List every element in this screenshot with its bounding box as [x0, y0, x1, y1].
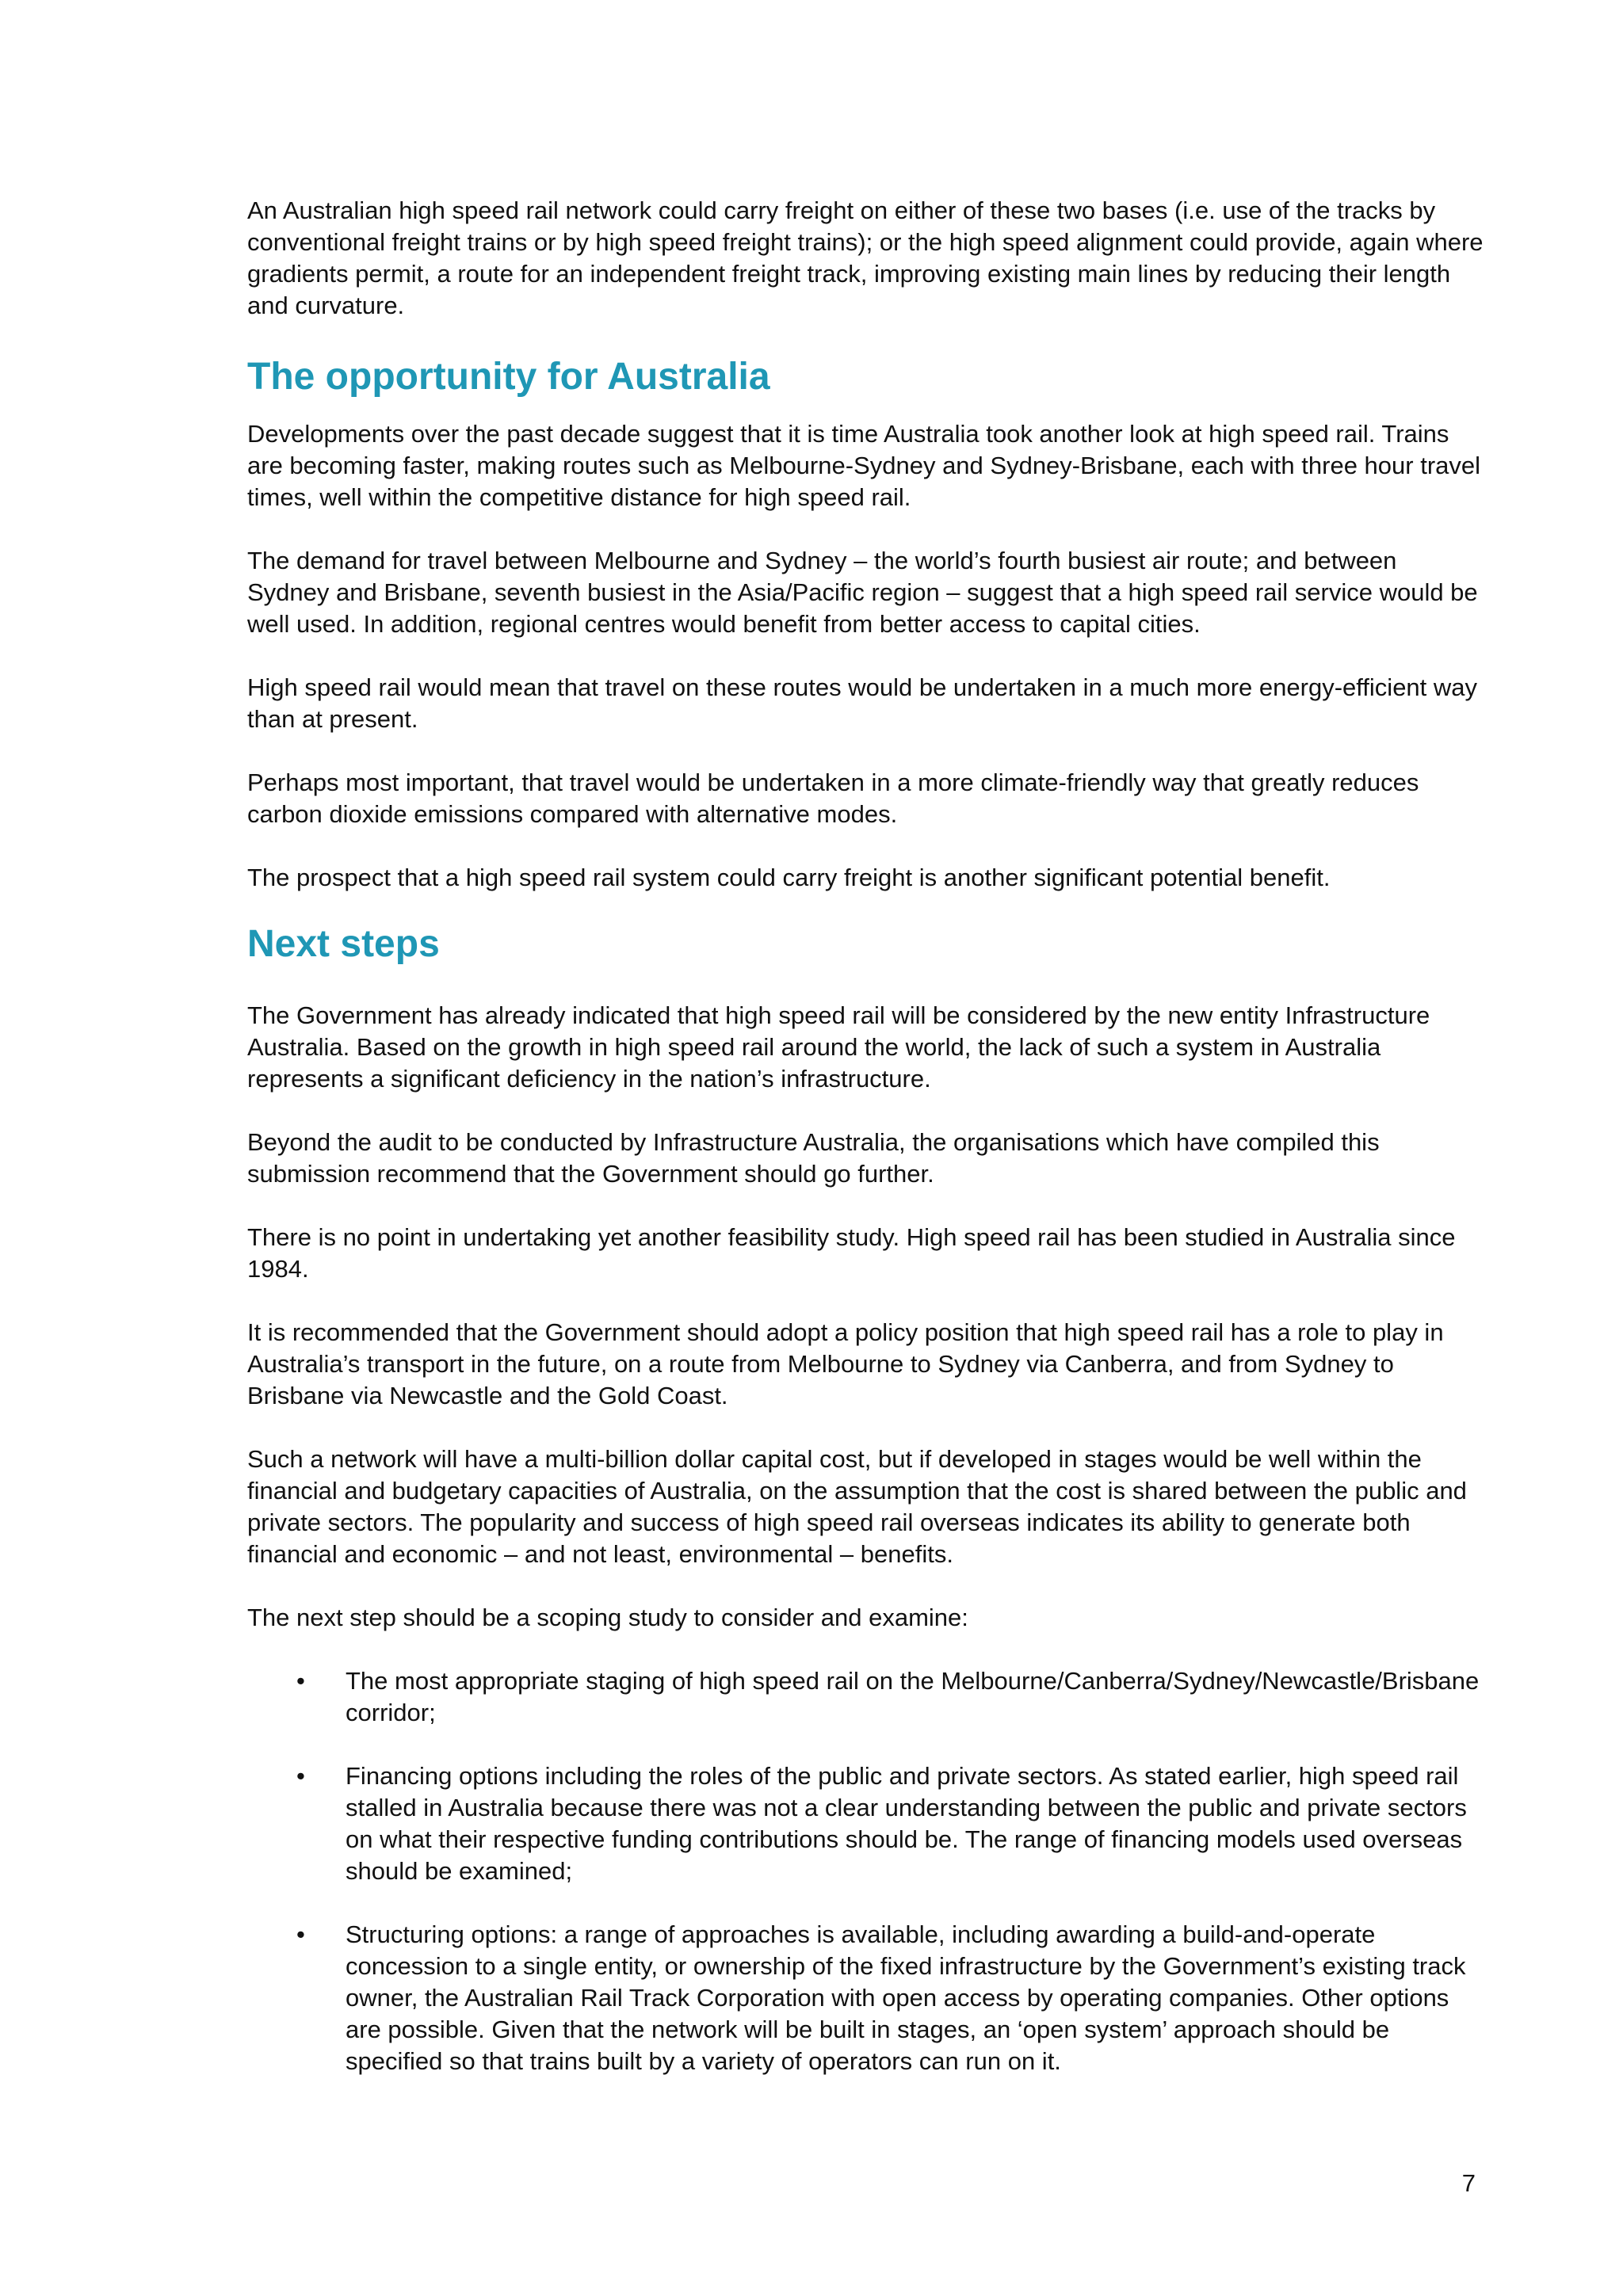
opportunity-paragraph-3: High speed rail would mean that travel on these routes would be undertaken in a much more energy-efficient way than at present. — [247, 673, 1478, 733]
list-item-text: The most appropriate staging of high speed rail on the Melbourne/Canberra/Sydney/Newcastle/Brisbane corridor; — [346, 1667, 1480, 1726]
next-steps-paragraph-1: The Government has already indicated that high speed rail will be considered by the new entity Infrastructure Australia. Based on the growth in high speed rail around the world, the lack of such a system in Australia represents a significant deficiency in the nation’s infrastructure. — [247, 1001, 1430, 1093]
list-item — [247, 1919, 1484, 2077]
list-item-text: Structuring options: a range of approaches is available, including awarding a build-and-operate concession to a single entity, or ownership of the fixed infrastructure by the Government’s existing track owner, the Australian Rail Track Corporation with open access by operating companies. Other options are possible. Given that the network will be built in stages, an ‘open system’ approach should be specified so that trains built by a variety of operators can run on it. — [346, 1920, 1466, 2075]
list-item-text: Financing options including the roles of the public and private sectors. As stated earlier, high speed rail stalled in Australia because there was not a clear understanding between the public and private sectors on what their respective funding contributions should be. The range of financing models used overseas should be examined; — [346, 1762, 1467, 1885]
section-heading-next-steps: Next steps — [247, 923, 440, 965]
opportunity-paragraph-2: The demand for travel between Melbourne and Sydney – the world’s fourth busiest air route; and between Sydney and Brisbane, seventh busiest in the Asia/Pacific region – suggest that a high speed rail service would be well used. In addition, regional centres would benefit from better access to capital cities. — [247, 547, 1478, 638]
scoping-study-list — [247, 1665, 1484, 2077]
next-steps-paragraph-2: Beyond the audit to be conducted by Infrastructure Australia, the organisations which have compiled this submission recommend that the Government should go further. — [247, 1128, 1380, 1188]
bullet-icon: • — [296, 1920, 305, 1948]
next-steps-paragraph-5: Such a network will have a multi-billion dollar capital cost, but if developed in stages would be well within the financial and budgetary capacities of Australia, on the assumption that the cost is shared between the public and private sectors. The popularity and success of high speed rail overseas indicates its ability to generate both financial and economic – and not least, environmental – benefits. — [247, 1445, 1467, 1568]
next-steps-paragraph-4: It is recommended that the Government should adopt a policy position that high speed rail has a role to play in Australia’s transport in the future, on a route from Melbourne to Sydney via Canberra, and from Sydney to Brisbane via Newcastle and the Gold Coast. — [247, 1318, 1444, 1409]
opportunity-paragraph-1: Developments over the past decade suggest that it is time Australia took another look at high speed rail. Trains are becoming faster, making routes such as Melbourne-Sydney and Sydney-Brisbane, each with three hour travel times, well within the competitive distance for high speed rail. — [247, 420, 1481, 511]
opportunity-paragraph-4: Perhaps most important, that travel would be undertaken in a more climate-friendly way that greatly reduces carbon dioxide emissions compared with alternative modes. — [247, 769, 1419, 828]
page-number: 7 — [1461, 2169, 1476, 2197]
list-item — [247, 1665, 1484, 1729]
section-heading-opportunity: The opportunity for Australia — [247, 356, 770, 398]
bullet-icon: • — [296, 1762, 305, 1790]
document-page — [247, 195, 1484, 2077]
list-item — [247, 1760, 1484, 1887]
opportunity-paragraph-5: The prospect that a high speed rail system could carry freight is another significant potential benefit. — [247, 864, 1331, 891]
next-steps-paragraph-3: There is no point in undertaking yet another feasibility study. High speed rail has been studied in Australia since 1984. — [247, 1223, 1456, 1283]
intro-paragraph: An Australian high speed rail network could carry freight on either of these two bases (i.e. use of the tracks by conventional freight trains or by high speed freight trains); or the high speed alignment could provide, again where gradients permit, a route for an independent freight track, improving existing main lines by reducing their length and curvature. — [247, 196, 1484, 319]
bullet-icon: • — [296, 1667, 305, 1695]
next-steps-paragraph-6: The next step should be a scoping study to consider and examine: — [247, 1604, 968, 1631]
